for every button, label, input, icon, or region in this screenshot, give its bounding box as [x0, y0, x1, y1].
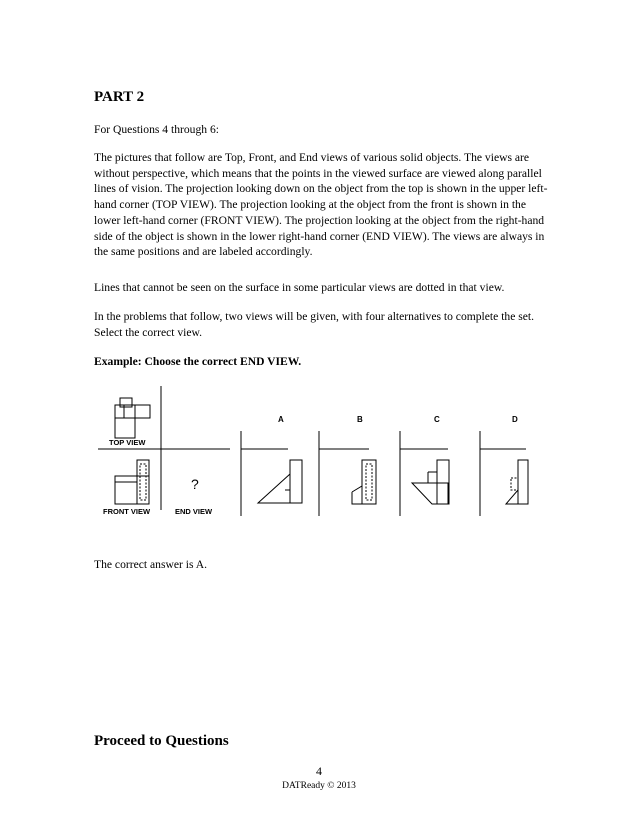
page-number: 4 [316, 764, 322, 778]
proceed-heading: Proceed to Questions [94, 733, 229, 749]
option-b-label: B [357, 415, 363, 424]
option-a-label: A [278, 415, 284, 424]
orthographic-views-figure [92, 382, 532, 522]
hidden-lines-note: Lines that cannot be seen on the surface in some particular views are dotted in that view. [94, 281, 505, 294]
option-b-drawing [319, 431, 376, 516]
top-view-drawing [115, 398, 150, 438]
part-title: PART 2 [94, 89, 145, 105]
option-c-drawing [400, 431, 449, 516]
option-d-label: D [512, 415, 518, 424]
end-view-label: END VIEW [175, 507, 213, 516]
answer-text: The correct answer is A. [94, 558, 207, 571]
front-view-label: FRONT VIEW [103, 507, 151, 516]
problems-note: In the problems that follow, two views will be given, with four alternatives to complete the set. Select the correct view. [94, 310, 535, 339]
option-c-label: C [434, 415, 440, 424]
example-heading: Example: Choose the correct END VIEW. [94, 355, 302, 368]
description-paragraph: The pictures that follow are Top, Front, and End views of various solid objects. The views are without perspective, which means that the points in the viewed surface are viewed along parallel lines of vision. The projection looking down on the object from the top is shown in the upper left-hand corner (TOP VIEW). The projection looking at the object from the front is shown in the lower left-hand corner (FRONT VIEW). The projection looking at the object from the right-hand side of the object is shown in the lower right-hand corner (END VIEW). The views are always in the same positions and are labeled accordingly. [94, 151, 548, 259]
intro-text: For Questions 4 through 6: [94, 123, 219, 136]
unknown-view-mark: ? [191, 476, 199, 492]
top-view-label: TOP VIEW [109, 438, 146, 447]
option-d-drawing [480, 431, 528, 516]
copyright-footer: DATReady © 2013 [282, 781, 356, 791]
front-view-drawing [115, 460, 149, 504]
option-a-drawing [241, 431, 302, 516]
